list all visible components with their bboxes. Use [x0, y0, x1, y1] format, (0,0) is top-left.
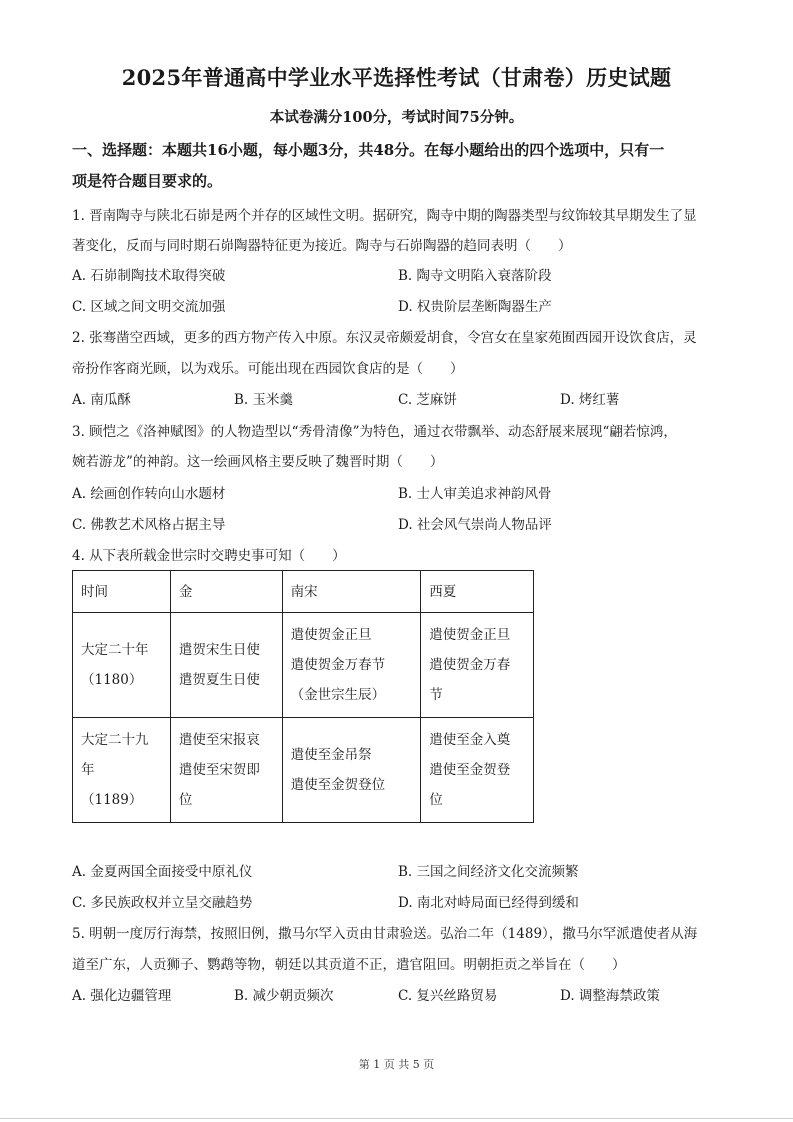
- q1-option-a[interactable]: A. 石峁制陶技术取得突破: [72, 268, 226, 284]
- cell-line: （1180）: [81, 672, 143, 688]
- q5-stem-line1: 5. 明朝一度厉行海禁，按照旧例，撒马尔罕入贡由甘肃验送。弘治二年（1489），撒马尔罕派遣使者从海: [72, 926, 698, 942]
- cell-line: 位: [429, 792, 443, 808]
- table-cell: [170, 613, 282, 718]
- cell-line: 遣使至宋贺即: [178, 762, 260, 778]
- q1-stem-line1: 1. 晋南陶寺与陕北石峁是两个并存的区域性文明。据研究，陶寺中期的陶器类型与纹饰较其早期发生了显: [72, 208, 697, 224]
- table-cell: [421, 718, 534, 823]
- table-cell: [421, 613, 534, 718]
- q2-option-a[interactable]: A. 南瓜酥: [72, 392, 131, 408]
- cell-line: 遣使贺金正旦: [429, 627, 511, 643]
- q4-option-d[interactable]: D. 南北对峙局面已经得到缓和: [398, 895, 579, 911]
- cell-line: 遣使贺金万春: [429, 657, 511, 673]
- table-header-cell: 金: [170, 571, 282, 613]
- table-header-cell: 南宋: [282, 571, 421, 613]
- q5-option-c[interactable]: C. 复兴丝路贸易: [398, 988, 498, 1004]
- cell-line: （1189）: [81, 792, 143, 808]
- q5-option-b[interactable]: B. 减少朝贡频次: [234, 988, 334, 1004]
- section-heading-line2: 项是符合题目要求的。: [72, 172, 223, 190]
- table-cell: [73, 718, 171, 823]
- cell-line: 位: [178, 792, 193, 808]
- q3-option-d[interactable]: D. 社会风气崇尚人物品评: [398, 517, 552, 533]
- cell-line: 遣贺夏生日使: [178, 672, 260, 688]
- table-cell: [282, 613, 421, 718]
- cell-line: 遣使至金入奠: [429, 732, 511, 748]
- cell-line: 年: [81, 762, 95, 778]
- q2-option-d[interactable]: D. 烤红薯: [560, 392, 620, 408]
- cell-line: 大定二十年: [81, 642, 149, 658]
- cell-line: 遣使贺金正旦: [290, 627, 372, 643]
- table-cell: [282, 718, 421, 823]
- q4-table: [72, 570, 534, 823]
- table-cell: [170, 718, 282, 823]
- table-row: [73, 613, 534, 718]
- q2-option-b[interactable]: B. 玉米羹: [234, 392, 294, 408]
- cell-line: 遣使至金贺登位: [290, 777, 386, 793]
- q4-stem: 4. 从下表所载金世宗时交聘史事可知（ ）: [72, 548, 346, 564]
- q5-option-a[interactable]: A. 强化边疆管理: [72, 988, 172, 1004]
- q1-stem-line2: 著变化，反而与同时期石峁陶器特征更为接近。陶寺与石峁陶器的趋同表明（ ）: [72, 238, 572, 254]
- exam-title: 2025年普通高中学业水平选择性考试（甘肃卷）历史试题: [121, 65, 672, 90]
- q4-option-a[interactable]: A. 金夏两国全面接受中原礼仪: [72, 864, 253, 880]
- table-header-row: [73, 571, 534, 613]
- table-row: [73, 718, 534, 823]
- q1-option-b[interactable]: B. 陶寺文明陷入衰落阶段: [398, 268, 552, 284]
- q2-stem-line1: 2. 张骞凿空西域，更多的西方物产传入中原。东汉灵帝颇爱胡食，令宫女在皇家苑囿西园开设饮食店，灵: [72, 330, 697, 346]
- table-header-cell: 西夏: [421, 571, 534, 613]
- cell-line: 遣使至宋报哀: [178, 732, 260, 748]
- page-bottom-divider: [0, 1118, 793, 1119]
- q3-stem-line2: 婉若游龙”的神韵。这一绘画风格主要反映了魏晋时期（ ）: [72, 454, 444, 470]
- table-cell: [73, 613, 171, 718]
- q2-option-c[interactable]: C. 芝麻饼: [398, 392, 457, 408]
- cell-line: 遣使至金贺登: [429, 762, 511, 778]
- q3-option-a[interactable]: A. 绘画创作转向山水题材: [72, 486, 226, 502]
- q3-stem-line1: 3. 顾恺之《洛神赋图》的人物造型以“秀骨清像”为特色，通过衣带飘举、动态舒展来展现“翩若惊鸿，: [72, 424, 677, 440]
- q4-option-b[interactable]: B. 三国之间经济文化交流频繁: [398, 864, 579, 880]
- page-footer: 第 1 页 共 5 页: [358, 1058, 435, 1071]
- table-header-cell: 时间: [73, 571, 171, 613]
- q4-option-c[interactable]: C. 多民族政权并立呈交融趋势: [72, 895, 253, 911]
- q5-option-d[interactable]: D. 调整海禁政策: [560, 988, 660, 1004]
- cell-line: 节: [429, 687, 443, 703]
- q3-option-c[interactable]: C. 佛教艺术风格占据主导: [72, 517, 226, 533]
- cell-line: 遣贺宋生日使: [178, 642, 260, 658]
- q5-stem-line2: 道至广东，人贡狮子、鹦鹉等物，朝廷以其贡道不正，遣官阻回。明朝拒贡之举旨在（ ）: [72, 957, 626, 973]
- cell-line: 大定二十九: [81, 732, 149, 748]
- section-heading-line1: 一、选择题：本题共16小题，每小题3分，共48分。在每小题给出的四个选项中，只有一: [72, 141, 665, 159]
- cell-line: 遣使贺金万春节: [290, 657, 386, 673]
- q2-stem-line2: 帝扮作客商光顾，以为戏乐。可能出现在西园饮食店的是（ ）: [72, 361, 464, 377]
- q1-option-c[interactable]: C. 区域之间文明交流加强: [72, 299, 226, 315]
- cell-line: （金世宗生辰）: [290, 687, 386, 703]
- exam-subtitle: 本试卷满分100分，考试时间75分钟。: [269, 109, 524, 126]
- cell-line: 遣使至金吊祭: [290, 747, 372, 763]
- q1-option-d[interactable]: D. 权贵阶层垄断陶器生产: [398, 299, 552, 315]
- q3-option-b[interactable]: B. 士人审美追求神韵风骨: [398, 486, 552, 502]
